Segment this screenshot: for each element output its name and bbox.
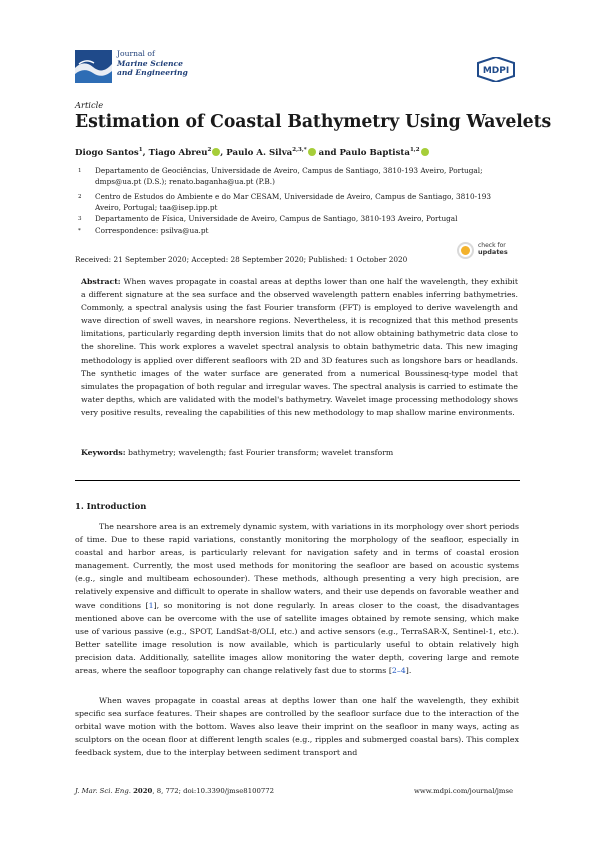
footer-citation [75,787,274,795]
author-affiliation-mark: 1 [138,147,143,153]
journal-name-line2: Marine Science [117,58,184,68]
abstract-text: When waves propagate in coastal areas at depths lower than one half the wavelength, they exhibit a different signature at the sea surface and the observed wavelength pattern enables inferring bathymetries. Commonly, a spectral analysis using the fast Fourier transform (FFT) is employed to derive wavelength and wave direction of swell waves, in nearshore regions. Nevertheless, it is recognized that this method presents limitations, particularly regarding depth inversion limits that do not allow obtaining bathymetric data close to the shoreline. This work explores a wavelet spectral analysis to obtain bathymetric data. This new imaging methodology is applied over different seafloors with 2D and 3D features such as longshore bars or headlands. The synthetic images of the water surface are generated from a numerical Boussinesq-type model that simulates the propagation of both regular and irregular waves. The spectral analysis is carried to estimate the water depths, which are validated with the model's bathymetry. Wavelet image processing methodology shows very positive results, revealing the capabilities of this new methodology to map shallow marine environments. [81,277,519,417]
affiliation-mark: 1 [78,168,82,174]
check-updates-line1: check for [478,242,506,249]
keywords-label: Keywords: [81,448,126,457]
footer-url[interactable]: www.mdpi.com/journal/jmse [414,787,514,795]
journal-name-line1: Journal of [117,49,155,58]
affiliation-mark: 3 [78,216,82,222]
intro-paragraph-2 [75,694,519,759]
intro-paragraph-1 [75,520,519,677]
footer-year: 2020 [133,787,153,795]
citation-link[interactable]: 1 [148,600,154,610]
check-for-updates-badge[interactable] [457,240,517,262]
author-affiliation-mark: 1,2 [409,147,420,153]
mdpi-logo [476,57,516,82]
orcid-icon[interactable] [421,148,429,156]
footer-doi: , 8, 772; doi:10.3390/jmse8100772 [152,787,274,795]
author-affiliation-mark: 2,3,* [292,147,307,153]
journal-name-line3: and Engineering [117,68,188,78]
keywords [81,448,518,457]
affiliation-mark: * [78,228,81,234]
author-name: Diogo Santos [75,147,139,158]
journal-name [117,49,188,78]
paragraph-text: ], so monitoring is not done regularly. In areas closer to the coast, the disadvantages mentioned above can be overcome with the use of satellite images obtained by remote sensing, which make use of various passive (e.g., SPOT, LandSat-8/OLI, etc.) and active sensors (e.g., TerraSAR-X, Sentinel-1, etc.). Better satellite image resolution is now available, which is particularly useful to obtain relatively high precision data. Additionally, satellite images allow monitoring the water depth, covering large and remote areas, where the seafloor topography can change relatively fast due to storms [ [75,600,519,676]
author-name: Paulo A. Silva [226,147,293,158]
paragraph-text: ]. [405,666,412,676]
orcid-icon[interactable] [308,148,316,156]
footer-journal: J. Mar. Sci. Eng. [75,787,131,795]
mdpi-logo-text: MDPI [482,66,510,76]
paragraph-text: When waves propagate in coastal areas at depths lower than one half the wavelength, they exhibit specific sea surface features. Their shapes are controlled by the seafloor surface due to the interaction of the orbital wave motion with the bottom. Waves also leave their imprint on the seafloor in many ways, acting as sculptors on the ocean floor at different length scales (e.g., ripples and submerged coastal bars). This complex feedback system, due to the interplay between sediment transport and [75,696,519,758]
check-updates-line2: updates [478,248,508,256]
affiliation-text: Centro de Estudos do Ambiente e do Mar CESAM, Universidade de Aveiro, Campus de Santiago, 3810-193 Aveiro, Portugal; taa@isep.ipp.pt [95,192,492,212]
affiliation-text: Departamento de Física, Universidade de Aveiro, Campus de Santiago, 3810-193 Aveiro, Portugal [95,214,458,223]
orcid-icon[interactable] [212,148,220,156]
citation-link[interactable]: 2–4 [391,666,406,676]
check-updates-icon [457,242,474,259]
page-title: Estimation of Coastal Bathymetry Using Wavelets [75,112,552,132]
author-name: Tiago Abreu [148,147,208,158]
publication-dates: Received: 21 September 2020; Accepted: 28 September 2020; Published: 1 October 2020 [75,255,408,264]
author-list: Diogo Santos$^1$, Tiago Abreu$^2$ , Paulo A. Silva$^{2,3,*}$ and Paulo Baptista$^{1,2}$ [75,147,429,158]
section-heading: 1. Introduction [75,501,147,511]
article-type: Article [75,100,104,110]
affiliation-text: Correspondence: psilva@ua.pt [95,226,209,235]
author-name: Paulo Baptista [339,147,410,158]
abstract-label: Abstract: [81,277,121,286]
journal-logo [75,50,112,83]
paragraph-text: The nearshore area is an extremely dynamic system, with variations in its morphology over short periods of time. Due to these rapid variations, constantly monitoring the morphology of the seafloor, especially in coastal and harbor areas, is particularly relevant for navigation safety and in terms of coastal erosion management. Currently, the most used methods for monitoring the seafloor are based on acoustic systems (e.g., single and multibeam echosounder). These methods, although presenting a very high precision, are relatively expensive and difficult to operate in shallow waters, and their use depends on favorable weather and wave conditions [ [75,522,519,610]
author-affiliation-mark: 2 [207,147,212,153]
section-divider [75,480,520,481]
affiliation-text: Departamento de Geociências, Universidade de Aveiro, Campus de Santiago, 3810-193 Aveiro, Portugal; dmps@ua.pt (D.S.); renato.baganha@ua.pt (P.B.) [95,166,483,186]
keywords-text: bathymetry; wavelength; fast Fourier transform; wavelet transform [128,448,394,457]
check-updates-text [478,242,508,256]
abstract [81,275,518,419]
affiliation-mark: 2 [78,194,82,200]
